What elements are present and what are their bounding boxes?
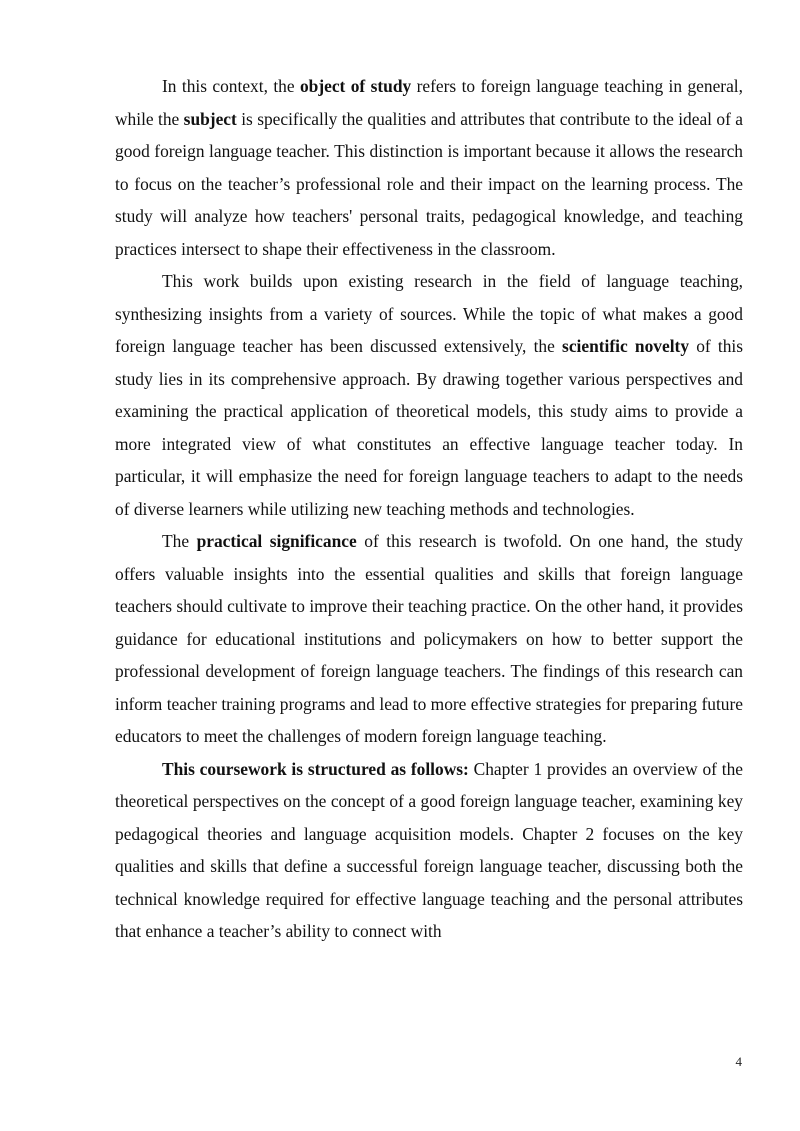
paragraph-text: refers to foreign language teaching in general, while the: [115, 76, 743, 129]
page-number: 4: [735, 1054, 742, 1069]
document-body: [115, 70, 743, 948]
term-coursework-structure: This coursework is structured as follows:: [162, 758, 469, 779]
term-practical-significance: practical significance: [196, 531, 357, 551]
paragraph-practical-significance: [115, 525, 743, 753]
paragraph-text: of this study lies in its comprehensive approach. By drawing together various perspectives and examining the practical application of theoretical models, this study aims to provide a more integrated view of what constitutes an effective language teacher today. In particular, it will emphasize the need for foreign language teachers to adapt to the needs of diverse learners while utilizing new teaching methods and technologies.: [115, 336, 744, 519]
paragraph-text: of this research is twofold. On one hand, the study offers valuable insights into the essential qualities and skills that foreign language teachers should cultivate to improve their teaching practice. On the other hand, it provides guidance for educational institutions and policymakers on how to better support the professional development of foreign language teachers. The findings of this research can inform teacher training programs and lead to more effective strategies for preparing future educators to meet the challenges of modern foreign language teaching.: [115, 531, 743, 746]
term-object-of-study: object of study: [299, 76, 412, 96]
paragraph-text: is specifically the qualities and attributes that contribute to the ideal of a good foreign language teacher. This distinction is important because it allows the research to focus on the teacher’s professional role and their impact on the learning process. The study will analyze how teachers' personal traits, pedagogical knowledge, and teaching practices intersect to shape their effectiveness in the classroom.: [115, 108, 744, 259]
paragraph-text: This work builds upon existing research in the field of language teaching, synthesizing insights from a variety of sources. While the topic of what makes a good foreign language teacher has been discussed extensively, the: [115, 271, 743, 356]
paragraph-text: Chapter 1 provides an overview of the theoretical perspectives on the concept of a good foreign language teacher, examining key pedagogical theories and language acquisition models. Chapter 2 focuses on the key qualities and skills that define a successful foreign language teacher, discussing both the technical knowledge required for effective language teaching and the personal attributes that enhance a teacher’s ability to connect with: [115, 758, 743, 941]
term-subject: subject: [183, 108, 237, 129]
paragraph-scientific-novelty: [115, 265, 743, 525]
paragraph-text: The: [162, 531, 197, 551]
paragraph-object-of-study: [115, 70, 743, 265]
paragraph-structure: [115, 753, 743, 948]
term-scientific-novelty: scientific novelty: [562, 336, 690, 356]
paragraph-text: In this context, the: [162, 76, 300, 96]
